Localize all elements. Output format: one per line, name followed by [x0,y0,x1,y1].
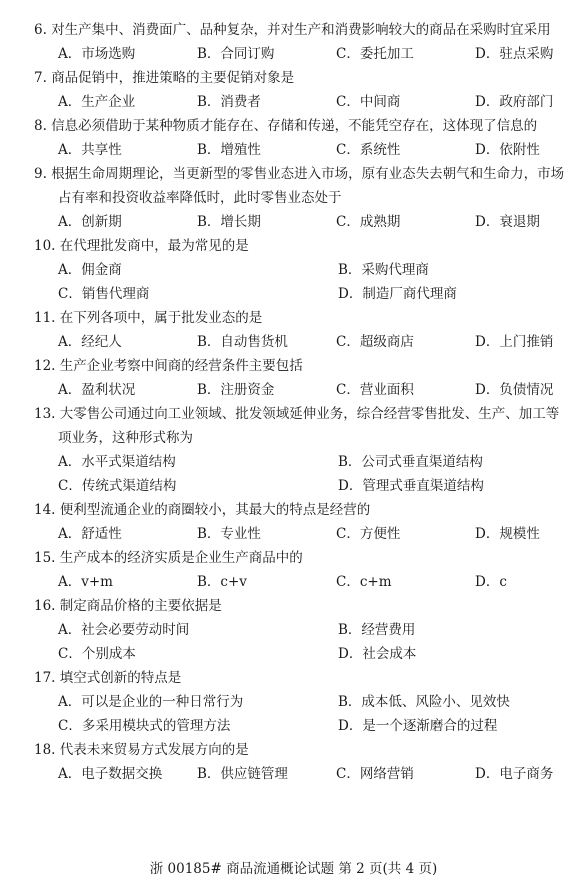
question-number: 11. [34,310,56,326]
question-text: 在下列各项中，属于批发业态的是 [59,310,263,326]
answer-option: D．电子商务 [475,766,554,782]
question-number: 7. [34,70,47,86]
question-text: 填空式创新的特点是 [59,670,182,686]
answer-option: C．系统性 [336,142,401,158]
answer-option: D．负债情况 [475,382,554,398]
answer-option: C．方便性 [336,526,401,542]
answer-option: D．c [475,574,507,590]
question-number: 17. [34,670,56,686]
answer-option: C．个别成本 [58,646,136,662]
question-text: 生产成本的经济实质是企业生产商品中的 [59,550,303,566]
question-stem [0,354,587,378]
question-text: 信息必须借助于某种物质才能存在、存储和传递，不能凭空存在，这体现了信息的 [51,118,538,134]
option-group [0,330,587,354]
answer-option: A．可以是企业的一种日常行为 [58,694,244,710]
question-stem [0,546,587,570]
question-number: 9. [34,166,47,182]
question-stem [0,594,587,618]
answer-option: B．消费者 [197,94,261,110]
option-group [0,378,587,402]
question-item [0,306,587,354]
answer-option: C．c+m [336,574,392,590]
question-item [0,18,587,66]
option-group [0,90,587,114]
answer-option: D．衰退期 [475,214,540,230]
answer-option: B．自动售货机 [197,334,288,350]
answer-option: D．管理式垂直渠道结构 [338,478,484,494]
question-number: 18. [34,742,56,758]
answer-option: A．经纪人 [58,334,122,350]
answer-option: B．供应链管理 [197,766,288,782]
question-stem [0,66,587,90]
question-text: 根据生命周期理论，当更新型的零售业态进入市场，原有业态失去朝气和生命力，市场占有率和投资收益率降低时，此时零售业态处于 [51,166,565,206]
question-stem [0,666,587,690]
question-stem [0,162,587,210]
question-stem [0,306,587,330]
answer-option: D．社会成本 [338,646,417,662]
question-text: 制定商品价格的主要依据是 [59,598,222,614]
answer-option: C．成熟期 [336,214,401,230]
question-number: 8. [34,118,47,134]
question-stem [0,402,587,450]
answer-option: D．依附性 [475,142,540,158]
answer-option: C．营业面积 [336,382,414,398]
question-item [0,498,587,546]
question-item [0,738,587,786]
answer-option: A．v+m [58,574,113,590]
answer-option: C．超级商店 [336,334,414,350]
option-group [0,42,587,66]
option-group [0,450,587,498]
answer-option: D．制造厂商代理商 [338,286,457,302]
option-group [0,138,587,162]
answer-option: C．多采用模块式的管理方法 [58,718,231,734]
option-group [0,690,587,738]
question-item [0,594,587,666]
question-number: 15. [34,550,56,566]
answer-option: D．政府部门 [475,94,554,110]
question-item [0,162,587,234]
question-text: 便利型流通企业的商圈较小，其最大的特点是经营的 [59,502,371,518]
answer-option: A．水平式渠道结构 [58,454,176,470]
question-item [0,114,587,162]
answer-option: B．注册资金 [197,382,275,398]
answer-option: B．采购代理商 [338,262,429,278]
option-group [0,258,587,306]
question-item [0,666,587,738]
answer-option: D．驻点采购 [475,46,554,62]
question-item [0,234,587,306]
answer-option: B．合同订购 [197,46,275,62]
answer-option: D．是一个逐渐磨合的过程 [338,718,498,734]
option-group [0,522,587,546]
option-group [0,570,587,594]
page-footer: 浙 00185# 商品流通概论试题 第 2 页(共 4 页) [149,861,438,877]
question-text: 在代理批发商中，最为常见的是 [59,238,249,254]
answer-option: B．增长期 [197,214,261,230]
question-item [0,354,587,402]
question-text: 代表未来贸易方式发展方向的是 [59,742,249,758]
answer-option: A．舒适性 [58,526,122,542]
question-number: 14. [34,502,56,518]
question-stem [0,114,587,138]
question-list [0,18,587,786]
answer-option: B．增殖性 [197,142,261,158]
answer-option: B．专业性 [197,526,261,542]
answer-option: A．共享性 [58,142,122,158]
question-item [0,546,587,594]
question-stem [0,18,587,42]
answer-option: A．生产企业 [58,94,136,110]
question-number: 6. [34,22,47,38]
option-group [0,618,587,666]
question-number: 16. [34,598,56,614]
question-stem [0,498,587,522]
answer-option: B．公司式垂直渠道结构 [338,454,483,470]
answer-option: C．销售代理商 [58,286,150,302]
answer-option: A．佣金商 [58,262,122,278]
question-number: 13. [34,406,56,422]
question-text: 商品促销中，推进策略的主要促销对象是 [51,70,295,86]
answer-option: C．网络营销 [336,766,414,782]
question-item [0,402,587,498]
question-text: 大零售公司通过向工业领域、批发领域延伸业务，综合经营零售批发、生产、加工等项业务，这种形式称为 [58,406,560,446]
answer-option: B．经营费用 [338,622,416,638]
option-group [0,762,587,786]
question-number: 10. [34,238,56,254]
answer-option: A．创新期 [58,214,122,230]
answer-option: C．传统式渠道结构 [58,478,177,494]
question-stem [0,738,587,762]
answer-option: A．社会必要劳动时间 [58,622,190,638]
question-text: 对生产集中、消费面广、品种复杂，并对生产和消费影响较大的商品在采购时宜采用 [51,22,551,38]
answer-option: B．c+v [197,574,247,590]
question-stem [0,234,587,258]
answer-option: A．盈利状况 [58,382,136,398]
answer-option: A．市场选购 [58,46,136,62]
answer-option: B．成本低、风险小、见效快 [338,694,510,710]
question-text: 生产企业考察中间商的经营条件主要包括 [59,358,303,374]
question-number: 12. [34,358,56,374]
answer-option: C．中间商 [336,94,401,110]
answer-option: A．电子数据交换 [58,766,163,782]
question-item [0,66,587,114]
answer-option: C．委托加工 [336,46,414,62]
answer-option: D．规模性 [475,526,540,542]
answer-option: D．上门推销 [475,334,554,350]
option-group [0,210,587,234]
